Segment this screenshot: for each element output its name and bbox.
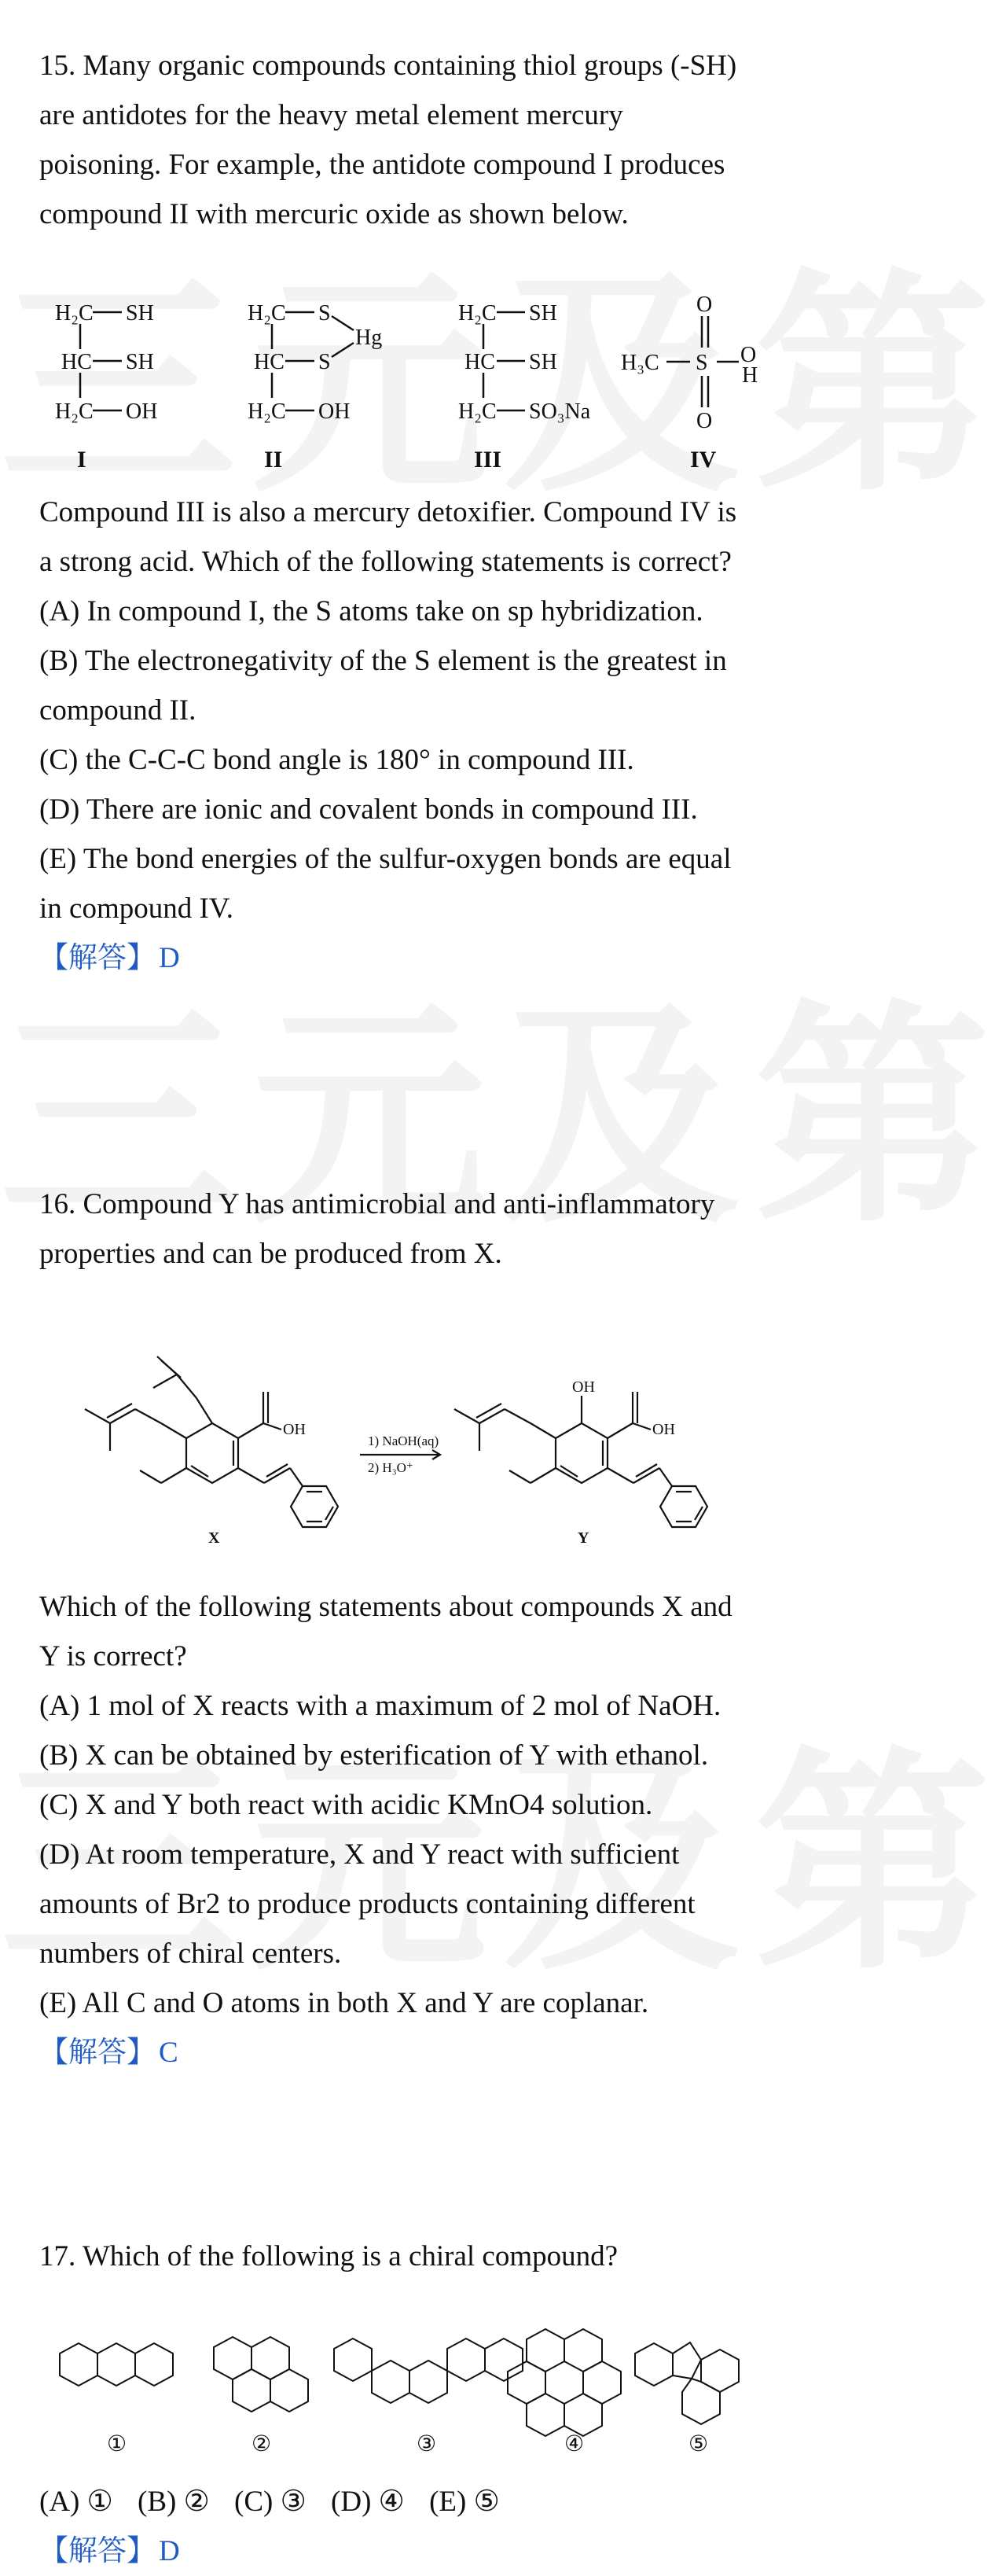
atom-label: HC: [464, 350, 495, 374]
choice-b: (B) ②: [138, 2486, 210, 2518]
compound-label-II: II: [264, 447, 283, 473]
question-15-body: [39, 488, 747, 983]
compound-label-Y: Y: [578, 1529, 589, 1547]
atom-label: H₂C: [458, 301, 497, 326]
atom-label: OH: [572, 1378, 595, 1396]
atom-label: OH: [652, 1421, 675, 1438]
atom-label: HC: [254, 350, 285, 374]
atom-label: H₃C: [621, 351, 659, 375]
option-c: (C) X and Y both react with acidic KMnO4 solution.: [39, 1789, 653, 1821]
atom-label: H₂C: [55, 301, 94, 326]
answer-label: 【解答】: [39, 942, 156, 974]
atom-label: S: [696, 351, 708, 375]
atom-label: H₂C: [248, 399, 286, 424]
atom-label: OH: [318, 399, 351, 424]
atom-label: H₂C: [55, 399, 94, 424]
structure-label-2: ②: [252, 2432, 272, 2456]
atom-label: SH: [126, 301, 154, 326]
atom-label: O: [696, 293, 713, 317]
question-16-intro: 16. Compound Y has antimicrobial and anti-inflammatory properties and can be produced from X.: [39, 1188, 715, 1270]
answer-line: [39, 2526, 747, 2576]
atom-label: OH: [283, 1421, 306, 1438]
question-17-intro: 17. Which of the following is a chiral compound?: [39, 2240, 619, 2272]
atom-label: SH: [126, 350, 154, 374]
answer-choices: [39, 2477, 747, 2526]
atom-label: SO₃Na: [529, 399, 591, 424]
atom-label: HC: [61, 350, 92, 374]
option-a: (A) In compound I, the S atoms take on sp hybridization.: [39, 595, 703, 627]
option-b: (B) The electronegativity of the S element is the greatest in compound II.: [39, 645, 727, 727]
atom-label: H₂C: [458, 399, 497, 424]
q17-pah-figure: [31, 2308, 754, 2457]
answer-value: C: [159, 2037, 178, 2069]
question-stem: Compound III is also a mercury detoxifier. Compound IV is a strong acid. Which of the following statements is correct?: [39, 496, 737, 578]
structure-label-1: ①: [107, 2432, 127, 2456]
compound-label-III: III: [474, 447, 502, 473]
atom-label: SH: [529, 301, 557, 326]
structure-label-3: ③: [417, 2432, 437, 2456]
q15-structures-figure: [31, 293, 758, 481]
choice-e: (E) ⑤: [429, 2486, 500, 2518]
atom-label: SH: [529, 350, 557, 374]
structure-label-5: ⑤: [688, 2432, 709, 2456]
atom-label: OH: [126, 399, 158, 424]
structure-label-4: ④: [564, 2432, 585, 2456]
option-e: (E) The bond energies of the sulfur-oxygen bonds are equal in compound IV.: [39, 843, 732, 925]
question-15-intro: 15. Many organic compounds containing thiol groups (-SH) are antidotes for the heavy metal element mercury poisoning. For example, the antidote compound I produces compound II with mercuric oxide as shown below.: [39, 50, 737, 230]
compound-label-I: I: [77, 447, 86, 473]
compound-label-IV: IV: [690, 447, 717, 473]
atom-label: S: [318, 301, 331, 326]
answer-value: D: [159, 2535, 180, 2567]
option-b: (B) X can be obtained by esterification of Y with ethanol.: [39, 1739, 709, 1772]
option-d: (D) At room temperature, X and Y react with sufficient amounts of Br2 to produce products containing different numbers of chiral centers.: [39, 1838, 696, 1970]
q16-reaction-figure: [31, 1337, 754, 1557]
choice-c: (C) ③: [234, 2486, 307, 2518]
atom-label: S: [318, 350, 331, 374]
atom-label: H: [742, 363, 758, 388]
answer-line: [39, 2028, 747, 2077]
answer-label: 【解答】: [39, 2037, 156, 2069]
option-a: (A) 1 mol of X reacts with a maximum of 2 mol of NaOH.: [39, 1690, 721, 1722]
atom-label: Hg: [355, 326, 383, 350]
reagent-step-2: 2) H₃O⁺: [368, 1460, 413, 1475]
option-c: (C) the C-C-C bond angle is 180° in compound III.: [39, 744, 634, 776]
question-stem: Which of the following statements about compounds X and Y is correct?: [39, 1591, 732, 1673]
option-d: (D) There are ionic and covalent bonds in compound III.: [39, 793, 698, 826]
option-e: (E) All C and O atoms in both X and Y are coplanar.: [39, 1987, 649, 2019]
question-16-body: [39, 1582, 747, 2077]
choice-a: (A) ①: [39, 2486, 113, 2518]
answer-value: D: [159, 942, 180, 974]
question-17-body: [39, 2477, 747, 2576]
atom-label: O: [696, 409, 713, 433]
atom-label: O: [740, 343, 757, 367]
choice-d: (D) ④: [331, 2486, 405, 2518]
compound-label-X: X: [208, 1529, 220, 1547]
reagent-step-1: 1) NaOH(aq): [368, 1433, 439, 1448]
answer-line: [39, 933, 747, 983]
answer-label: 【解答】: [39, 2535, 156, 2567]
atom-label: H₂C: [248, 301, 286, 326]
